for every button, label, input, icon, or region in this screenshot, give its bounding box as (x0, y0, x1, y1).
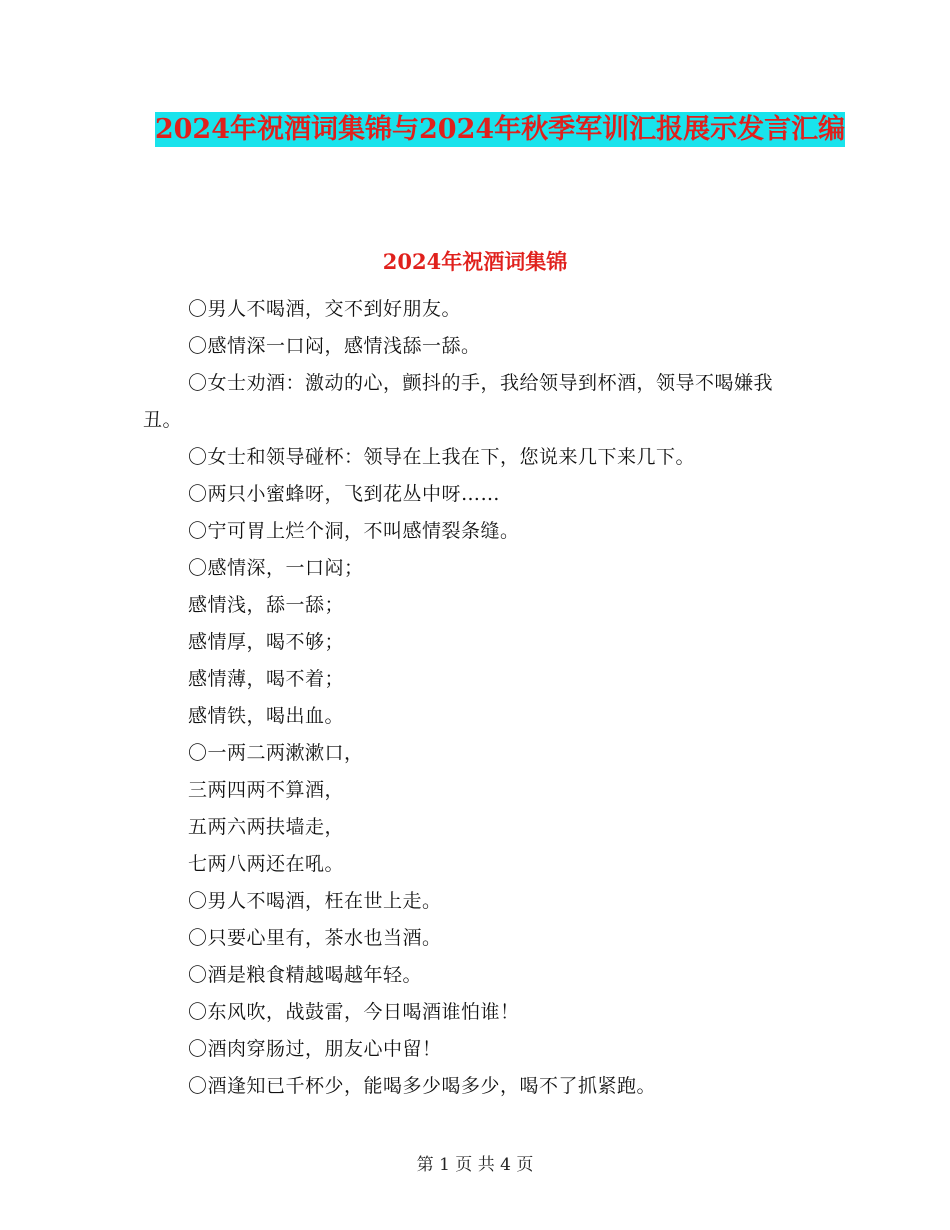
paragraph: 〇两只小蜜蜂呀，飞到花丛中呀…… (188, 483, 501, 505)
paragraph: 〇宁可胃上烂个洞，不叫感情裂条缝。 (188, 520, 520, 542)
paragraph: 五两六两扶墙走， (188, 816, 345, 838)
paragraph: 〇酒是粮食精越喝越年轻。 (188, 964, 423, 986)
paragraph: 七两八两还在吼。 (188, 853, 345, 875)
paragraph: 〇酒逢知已千杯少，能喝多少喝多少，喝不了抓紧跑。 (188, 1075, 657, 1097)
section-title: 2024年祝酒词集锦 (382, 249, 568, 274)
paragraph: 〇感情深，一口闷； (188, 557, 364, 579)
document-title-text: 2024年祝酒词集锦与2024年秋季军训汇报展示发言汇编 (154, 114, 846, 145)
paragraph: 感情铁，喝出血。 (188, 705, 345, 727)
document-body (143, 291, 803, 1105)
paragraph: 三两四两不算酒， (188, 779, 345, 801)
paragraph: 感情厚，喝不够； (188, 631, 345, 653)
page-footer: 第 1 页 共 4 页 (416, 1155, 534, 1175)
paragraph: 〇感情深一口闷，感情浅舔一舔。 (188, 335, 481, 357)
paragraph: 〇只要心里有，茶水也当酒。 (188, 927, 442, 949)
document-title (140, 108, 860, 152)
paragraph: 〇女士劝酒：激动的心，颤抖的手，我给领导到杯酒，领导不喝嫌我丑。 (143, 372, 774, 431)
paragraph: 〇男人不喝酒，交不到好朋友。 (188, 298, 462, 320)
paragraph: 〇女士和领导碰杯：领导在上我在下，您说来几下来几下。 (188, 446, 696, 468)
paragraph: 〇酒肉穿肠过，朋友心中留！ (188, 1038, 442, 1060)
paragraph: 感情薄，喝不着； (188, 668, 345, 690)
paragraph: 〇一两二两漱漱口， (188, 742, 364, 764)
paragraph: 〇东风吹，战鼓雷，今日喝酒谁怕谁！ (188, 1001, 520, 1023)
paragraph: 〇男人不喝酒，枉在世上走。 (188, 890, 442, 912)
paragraph: 感情浅，舔一舔； (188, 594, 345, 616)
